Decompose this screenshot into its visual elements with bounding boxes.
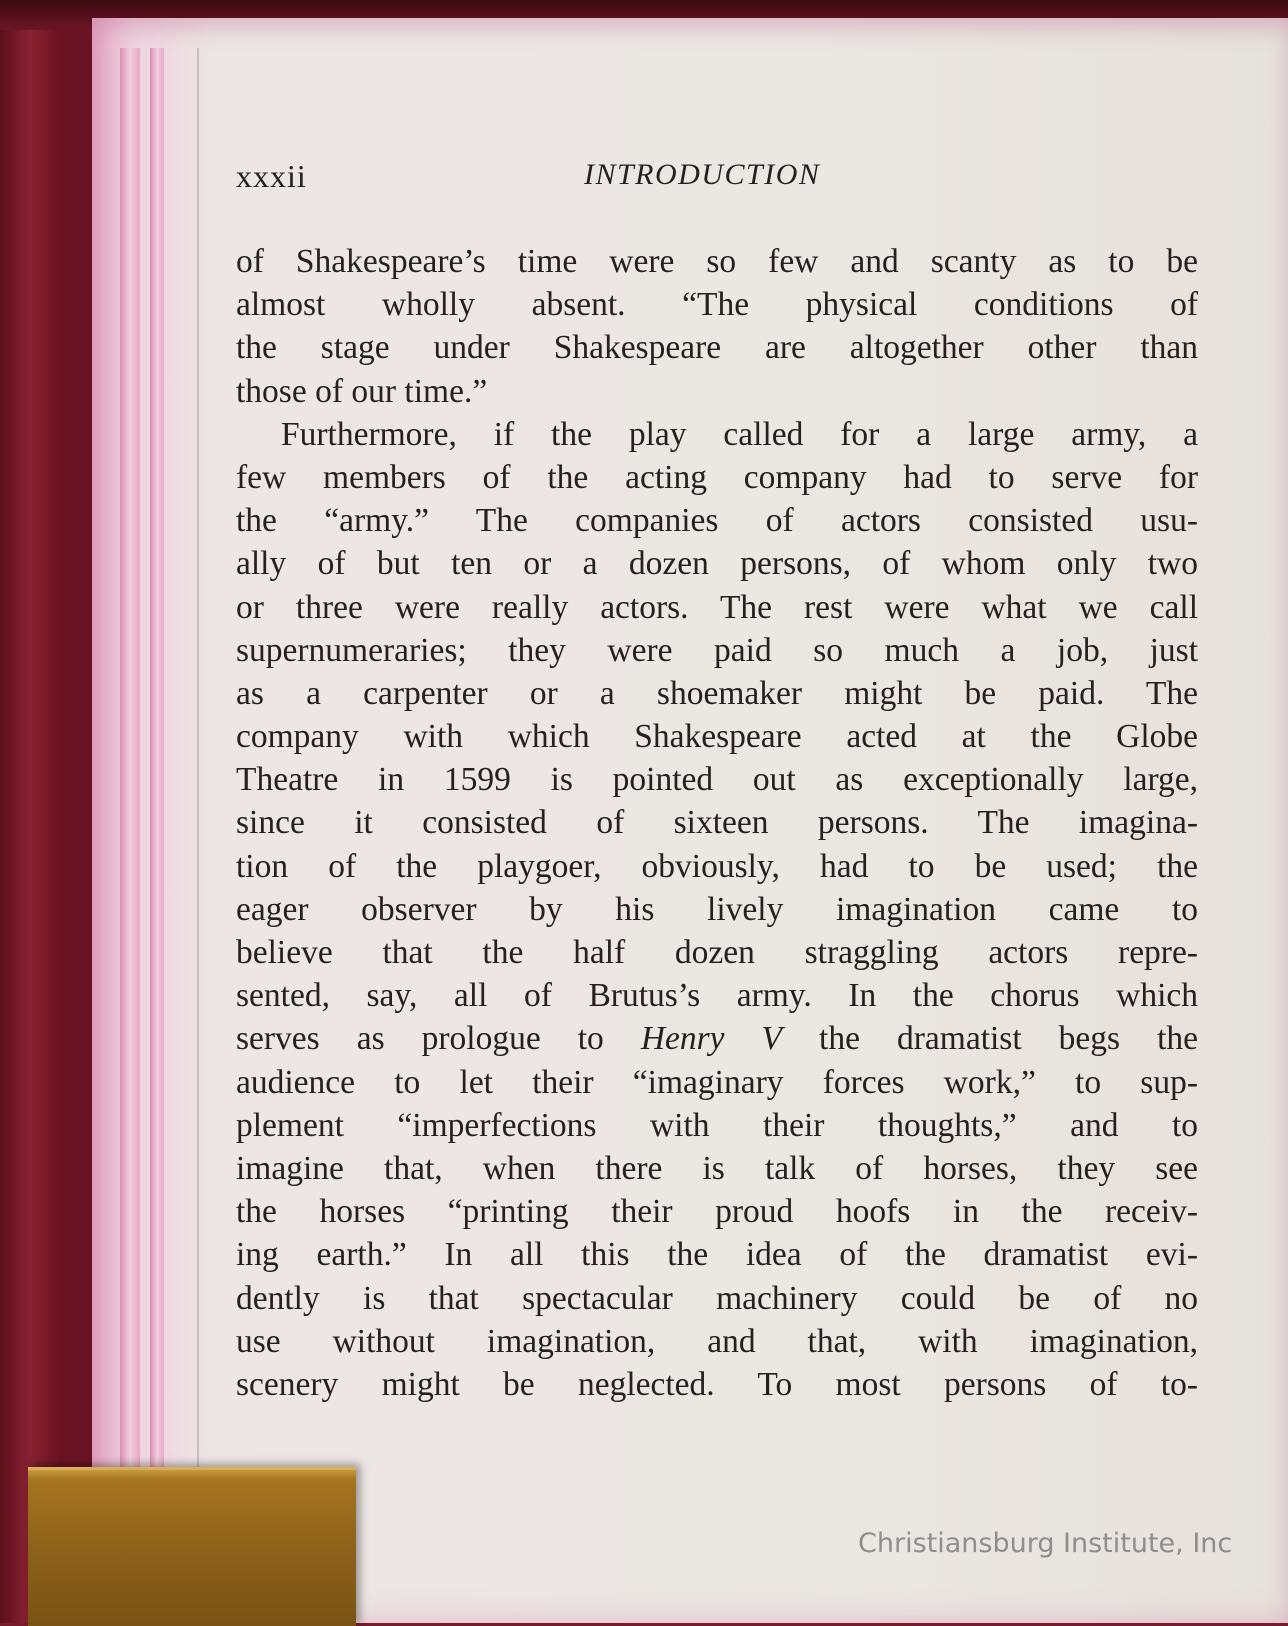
text-segment: serves as prologue to — [236, 1020, 604, 1058]
page-edge — [120, 48, 140, 1623]
text-line: plement “imperfections with their thoughts,” and to — [236, 1106, 1198, 1144]
text-line: Theatre in 1599 is pointed out as exceptionally large, — [236, 761, 1198, 799]
text-line: ing earth.” In all this the idea of the dramatist evi- — [236, 1236, 1198, 1274]
running-head: INTRODUCTION — [584, 158, 821, 191]
text-line: the stage under Shakespeare are altogether other than — [236, 329, 1198, 367]
text-line: audience to let their “imaginary forces work,” to sup- — [236, 1063, 1198, 1101]
text-line: company with which Shakespeare acted at the Globe — [236, 718, 1198, 756]
text-line-henry-v — [236, 1017, 1198, 1060]
text-line: eager observer by his lively imagination came to — [236, 890, 1198, 928]
watermark: Christiansburg Institute, Inc — [858, 1528, 1233, 1559]
paragraph-start-line: Furthermore, if the play called for a large army, a — [281, 415, 1198, 453]
page-number: xxxii — [236, 158, 307, 194]
text-line: of Shakespeare’s time were so few and scanty as to be — [236, 243, 1198, 280]
text-line: sented, say, all of Brutus’s army. In the chorus which — [236, 977, 1198, 1015]
bookmark-block — [28, 1467, 356, 1626]
gutter-line — [197, 48, 199, 1623]
body-text — [236, 240, 1198, 1406]
text-line: as a carpenter or a shoemaker might be paid. The — [236, 674, 1198, 712]
text-line: imagine that, when there is talk of horses, they see — [236, 1149, 1198, 1187]
text-line: ally of but ten or a dozen persons, of whom only two — [236, 545, 1198, 583]
text-line: dently is that spectacular machinery could be of no — [236, 1279, 1198, 1317]
text-line: the horses “printing their proud hoofs in the receiv- — [236, 1193, 1198, 1231]
text-line: tion of the playgoer, obviously, had to be used; the — [236, 847, 1198, 885]
text-line: those of our time.” — [236, 372, 488, 410]
text-line: almost wholly absent. “The physical conditions of — [236, 286, 1198, 324]
play-title-italic: Henry V — [640, 1020, 783, 1058]
text-line: scenery might be neglected. To most persons of to- — [236, 1365, 1198, 1403]
text-segment: the dramatist begs the — [819, 1020, 1198, 1058]
text-line: since it consisted of sixteen persons. The imagina- — [236, 804, 1198, 842]
text-line: believe that the half dozen straggling actors repre- — [236, 934, 1198, 971]
text-line: few members of the acting company had to serve for — [236, 458, 1198, 496]
text-line: or three were really actors. The rest were what we call — [236, 588, 1198, 626]
page-header — [236, 158, 860, 202]
text-line: supernumeraries; they were paid so much a job, just — [236, 631, 1198, 669]
text-line: the “army.” The companies of actors consisted usu- — [236, 502, 1198, 540]
page-edge — [150, 48, 164, 1623]
text-line: use without imagination, and that, with imagination, — [236, 1322, 1198, 1360]
